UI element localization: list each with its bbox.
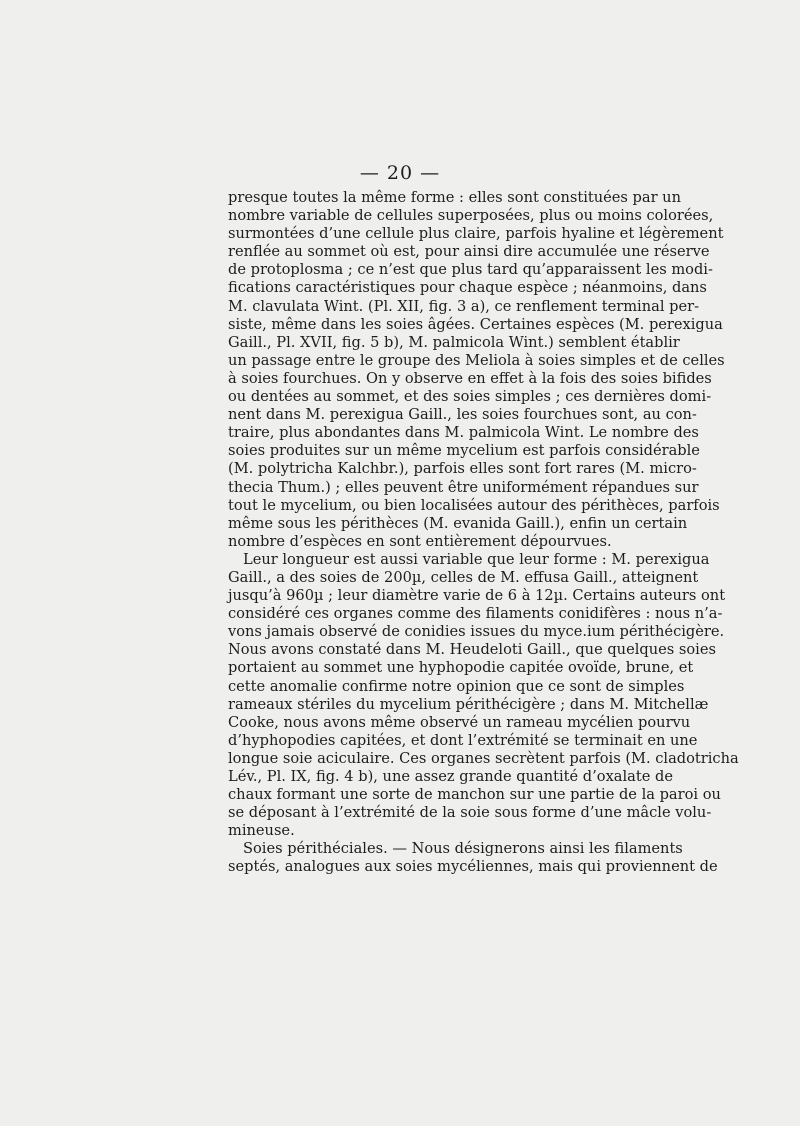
text-line: à soies fourchues. On y observe en effet à la fois des soies bifides [228, 369, 712, 387]
text-line: mineuse. [228, 822, 295, 840]
text-line: renflée au sommet où est, pour ainsi dire accumulée une réserve [228, 243, 710, 261]
text-line: considéré ces organes comme des filaments conidifères : nous n’a- [228, 605, 723, 623]
page-number: — 20 — [359, 162, 441, 184]
text-line: de protoplosma ; ce n’est que plus tard qu’apparaissent les modi- [228, 261, 713, 279]
text-line: septés, analogues aux soies mycéliennes, mais qui proviennent de [228, 858, 718, 876]
text-line: fications caractéristiques pour chaque espèce ; néanmoins, dans [228, 279, 707, 297]
text-line: Soies périthéciales. — Nous désignerons ainsi les filaments [243, 840, 683, 858]
text-line: thecia Thum.) ; elles peuvent être uniformément répandues sur [228, 478, 699, 496]
text-line: Nous avons constaté dans M. Heudeloti Gaill., que quelques soies [228, 641, 716, 659]
text-line: même sous les périthèces (M. evanida Gaill.), enfin un certain [228, 514, 688, 532]
text-line: portaient au sommet une hyphopodie capitée ovoïde, brune, et [228, 659, 694, 677]
text-line: vons jamais observé de conidies issues du myce.ium périthécigère. [228, 623, 725, 641]
text-line: cette anomalie confirme notre opinion que ce sont de simples [228, 677, 685, 695]
text-line: d’hyphopodies capitées, et dont l’extrémité se terminait en une [228, 731, 698, 749]
text-line: nent dans M. perexigua Gaill., les soies fourchues sont, au con- [228, 406, 697, 424]
text-line: jusqu’à 960µ ; leur diamètre varie de 6 à 12µ. Certains auteurs ont [228, 587, 726, 605]
text-line: chaux formant une sorte de manchon sur une partie de la paroi ou [228, 786, 721, 804]
text-line: tout le mycelium, ou bien localisées autour des périthèces, parfois [228, 496, 720, 514]
text-line: Cooke, nous avons même observé un rameau mycélien pourvu [228, 713, 691, 731]
text-line: ou dentées au sommet, et des soies simples ; ces dernières domi- [228, 388, 712, 406]
text-line: siste, même dans les soies âgées. Certaines espèces (M. perexigua [228, 315, 723, 333]
text-line: se déposant à l’extrémité de la soie sous forme d’une mâcle volu- [228, 804, 712, 822]
text-line: (M. polytricha Kalchbr.), parfois elles sont fort rares (M. micro- [228, 460, 697, 478]
text-line: Gaill., a des soies de 200µ, celles de M. effusa Gaill., atteignent [228, 568, 699, 586]
text-line: presque toutes la même forme : elles sont constituées par un [228, 189, 681, 206]
text-line: nombre d’espèces en sont entièrement dépourvues. [228, 532, 612, 550]
text-line: surmontées d’une cellule plus claire, parfois hyaline et légèrement [228, 225, 724, 243]
text-line: M. clavulata Wint. (Pl. XII, fig. 3 a), ce renflement terminal per- [228, 297, 700, 315]
text-line: longue soie aciculaire. Ces organes secrètent parfois (M. cladotricha [228, 749, 739, 767]
text-line: un passage entre le groupe des Meliola à soies simples et de celles [228, 351, 725, 369]
text-line: traire, plus abondantes dans M. palmicola Wint. Le nombre des [228, 424, 699, 442]
text-line: rameaux stériles du mycelium périthécigère ; dans M. Mitchellæ [228, 695, 709, 713]
text-line: soies produites sur un même mycelium est parfois considérable [228, 442, 700, 460]
text-line: Gaill., Pl. XVII, fig. 5 b), M. palmicola Wint.) semblent établir [228, 333, 680, 351]
text-line: Leur longueur est aussi variable que leur forme : M. perexigua [243, 550, 710, 568]
text-line: nombre variable de cellules superposées, plus ou moins colorées, [228, 207, 714, 225]
body-text [228, 189, 739, 877]
text-line: Lév., Pl. IX, fig. 4 b), une assez grande quantité d’oxalate de [228, 768, 673, 785]
